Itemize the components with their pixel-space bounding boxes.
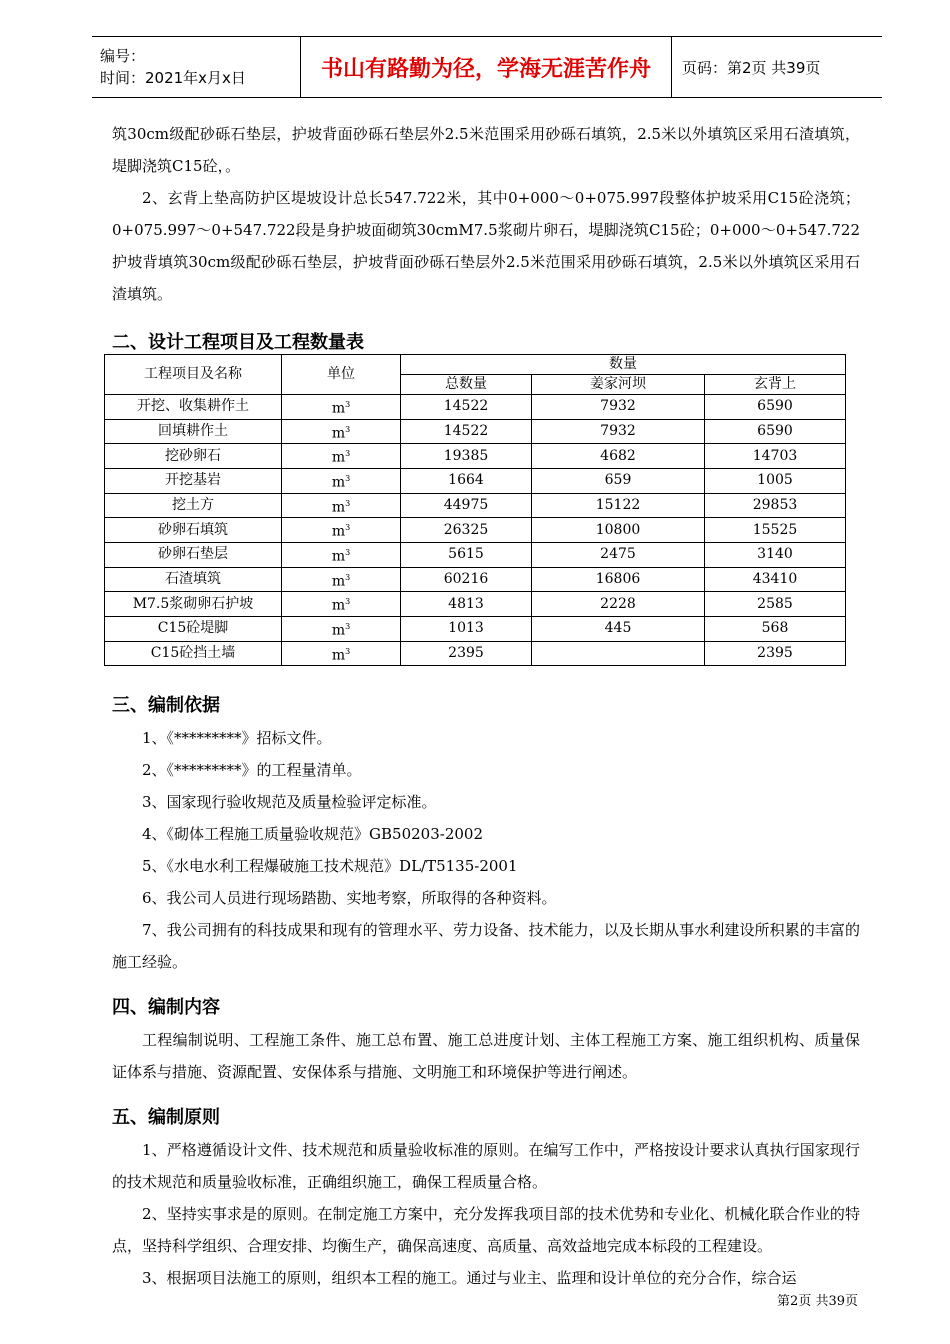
intro-paragraph-2: 2、玄背上垫高防护区堤坡设计总长547.722米，其中0+000～0+075.997段整体护坡采用C15砼浇筑；0+075.997～0+547.722段是身护坡面砌筑30cmM7.5浆砌片卵石，堤脚浇筑C15砼；0+000～0+547.722护坡背填筑30cm级配砂砾石垫层，护坡背面砂砾石垫层外2.5米范围采用砂砾石填筑，2.5米以外填筑区采用石渣填筑。 bbox=[112, 189, 860, 303]
list-item: 1、《*********》招标文件。 bbox=[142, 729, 332, 748]
unit-superscript: 3 bbox=[345, 621, 351, 631]
cell-total: 19385 bbox=[401, 444, 532, 469]
cell-jiangjiaheba: 4682 bbox=[532, 444, 705, 469]
cell-jiangjiaheba: 2228 bbox=[532, 592, 705, 617]
list-item: 3、国家现行验收规范及质量检验评定标准。 bbox=[142, 793, 437, 812]
quantity-table bbox=[104, 354, 846, 666]
unit-base: m bbox=[331, 597, 346, 614]
cell-jiangjiaheba: 7932 bbox=[532, 419, 705, 444]
list-item: 2、《*********》的工程量清单。 bbox=[142, 761, 362, 780]
list-item: 3、根据项目法施工的原则，组织本工程的施工。通过与业主、监理和设计单位的充分合作，综合运 bbox=[142, 1269, 797, 1288]
cell-jiangjiaheba bbox=[532, 641, 705, 666]
cell-xuanbeishang: 568 bbox=[705, 616, 846, 641]
page-header bbox=[92, 36, 882, 98]
cell-jiangjiaheba: 15122 bbox=[532, 493, 705, 518]
cell-total: 60216 bbox=[401, 567, 532, 592]
table-row bbox=[105, 419, 846, 444]
cell-unit bbox=[282, 444, 401, 469]
unit-superscript: 3 bbox=[345, 400, 351, 409]
table-row bbox=[105, 592, 846, 617]
unit-base: m bbox=[331, 573, 346, 590]
section-3-title: 三、编制依据 bbox=[112, 695, 220, 717]
unit-superscript: 3 bbox=[345, 424, 351, 434]
cell-item-name: C15砼挡土墙 bbox=[105, 641, 282, 666]
unit-superscript: 3 bbox=[345, 547, 351, 557]
intro-paragraph-1: 筑30cm级配砂砾石垫层，护坡背面砂砾石垫层外2.5米范围采用砂砾石填筑，2.5米以外填筑区采用石渣填筑，堤脚浇筑C15砼，。 bbox=[112, 125, 860, 175]
table-row bbox=[105, 616, 846, 641]
unit-base: m bbox=[331, 400, 346, 417]
cell-total: 5615 bbox=[401, 542, 532, 567]
table-row bbox=[105, 567, 846, 592]
cell-xuanbeishang: 14703 bbox=[705, 444, 846, 469]
unit-base: m bbox=[331, 523, 346, 540]
table-header-item: 工程项目及名称 bbox=[105, 355, 282, 395]
unit-superscript: 3 bbox=[345, 449, 351, 459]
cell-unit bbox=[282, 567, 401, 592]
cell-xuanbeishang: 1005 bbox=[705, 468, 846, 493]
cell-total: 1664 bbox=[401, 468, 532, 493]
header-meta bbox=[92, 37, 301, 98]
section-5-title: 五、编制原则 bbox=[112, 1107, 220, 1129]
unit-superscript: 3 bbox=[345, 473, 351, 483]
header-time-label: 时间：2021年x月x日 bbox=[100, 69, 246, 87]
cell-unit bbox=[282, 468, 401, 493]
cell-unit bbox=[282, 395, 401, 420]
cell-unit bbox=[282, 493, 401, 518]
cell-total: 26325 bbox=[401, 518, 532, 543]
cell-jiangjiaheba: 16806 bbox=[532, 567, 705, 592]
cell-item-name: 砂卵石垫层 bbox=[105, 542, 282, 567]
cell-item-name: 砂卵石填筑 bbox=[105, 518, 282, 543]
cell-total: 14522 bbox=[401, 419, 532, 444]
table-row bbox=[105, 542, 846, 567]
document-body bbox=[112, 118, 860, 1294]
cell-xuanbeishang: 2395 bbox=[705, 641, 846, 666]
cell-total: 44975 bbox=[401, 493, 532, 518]
cell-xuanbeishang: 15525 bbox=[705, 518, 846, 543]
cell-total: 1013 bbox=[401, 616, 532, 641]
section-4-text: 工程编制说明、工程施工条件、施工总布置、施工总进度计划、主体工程施工方案、施工组织机构、质量保证体系与措施、资源配置、安保体系与措施、文明施工和环境保护等进行阐述。 bbox=[112, 1031, 860, 1082]
table-row bbox=[105, 518, 846, 543]
cell-xuanbeishang: 2585 bbox=[705, 592, 846, 617]
section-4-title: 四、编制内容 bbox=[112, 997, 220, 1019]
list-item: 4、《砌体工程施工质量验收规范》GB50203-2002 bbox=[142, 825, 484, 844]
unit-superscript: 3 bbox=[345, 646, 351, 656]
cell-xuanbeishang: 6590 bbox=[705, 395, 846, 420]
cell-jiangjiaheba: 659 bbox=[532, 468, 705, 493]
list-item: 7、我公司拥有的科技成果和现有的管理水平、劳力设备、技术能力，以及长期从事水利建设所积累的丰富的施工经验。 bbox=[112, 921, 860, 972]
cell-total: 14522 bbox=[401, 395, 532, 420]
unit-superscript: 3 bbox=[345, 572, 351, 582]
list-item: 5、《水电水利工程爆破施工技术规范》DL/T5135-2001 bbox=[142, 857, 518, 876]
cell-unit bbox=[282, 641, 401, 666]
cell-jiangjiaheba: 7932 bbox=[532, 395, 705, 420]
cell-total: 4813 bbox=[401, 592, 532, 617]
cell-item-name: 挖砂卵石 bbox=[105, 444, 282, 469]
cell-xuanbeishang: 3140 bbox=[705, 542, 846, 567]
unit-superscript: 3 bbox=[345, 498, 351, 508]
cell-unit bbox=[282, 542, 401, 567]
unit-base: m bbox=[331, 474, 346, 491]
cell-jiangjiaheba: 10800 bbox=[532, 518, 705, 543]
page-footer: 第2页 共39页 bbox=[777, 1294, 858, 1309]
cell-item-name: 石渣填筑 bbox=[105, 567, 282, 592]
table-header-jiangjiaheba: 姜家河坝 bbox=[532, 375, 705, 395]
unit-base: m bbox=[331, 449, 346, 466]
header-number-label: 编号： bbox=[100, 47, 146, 65]
cell-xuanbeishang: 43410 bbox=[705, 567, 846, 592]
list-item: 2、坚持实事求是的原则。在制定施工方案中，充分发挥我项目部的技术优势和专业化、机械化联合作业的特点，坚持科学组织、合理安排、均衡生产，确保高速度、高质量、高效益地完成本标段的工程建设。 bbox=[112, 1205, 860, 1256]
table-row bbox=[105, 641, 846, 666]
table-header-xuanbeishang: 玄背上 bbox=[705, 375, 846, 395]
cell-item-name: 挖土方 bbox=[105, 493, 282, 518]
cell-item-name: M7.5浆砌卵石护坡 bbox=[105, 592, 282, 617]
cell-item-name: 回填耕作土 bbox=[105, 419, 282, 444]
cell-unit bbox=[282, 616, 401, 641]
cell-item-name: 开挖、收集耕作土 bbox=[105, 395, 282, 420]
cell-item-name: C15砼堤脚 bbox=[105, 616, 282, 641]
cell-unit bbox=[282, 592, 401, 617]
list-item: 1、严格遵循设计文件、技术规范和质量验收标准的原则。在编写工作中，严格按设计要求认真执行国家现行的技术规范和质量验收标准，正确组织施工，确保工程质量合格。 bbox=[112, 1141, 860, 1192]
unit-base: m bbox=[331, 647, 346, 664]
unit-base: m bbox=[331, 499, 346, 516]
cell-xuanbeishang: 29853 bbox=[705, 493, 846, 518]
cell-unit bbox=[282, 419, 401, 444]
cell-item-name: 开挖基岩 bbox=[105, 468, 282, 493]
table-header-unit: 单位 bbox=[282, 355, 401, 395]
section-2-title: 二、设计工程项目及工程数量表 bbox=[112, 332, 364, 353]
header-motto: 书山有路勤为径，学海无涯苦作舟 bbox=[301, 37, 672, 98]
cell-total: 2395 bbox=[401, 641, 532, 666]
cell-xuanbeishang: 6590 bbox=[705, 419, 846, 444]
unit-base: m bbox=[331, 425, 346, 442]
unit-superscript: 3 bbox=[345, 523, 351, 533]
section-5-list bbox=[112, 1134, 860, 1294]
unit-superscript: 3 bbox=[345, 597, 351, 607]
table-row bbox=[105, 395, 846, 420]
table-row bbox=[105, 468, 846, 493]
table-row bbox=[105, 493, 846, 518]
table-row bbox=[105, 444, 846, 469]
cell-jiangjiaheba: 2475 bbox=[532, 542, 705, 567]
section-3-list bbox=[112, 722, 860, 978]
table-header-total: 总数量 bbox=[401, 375, 532, 395]
unit-base: m bbox=[331, 622, 346, 639]
unit-base: m bbox=[331, 548, 346, 565]
cell-unit bbox=[282, 518, 401, 543]
table-header-quantity: 数量 bbox=[401, 355, 846, 375]
cell-jiangjiaheba: 445 bbox=[532, 616, 705, 641]
header-page-label: 页码：第2页 共39页 bbox=[682, 58, 821, 77]
list-item: 6、我公司人员进行现场踏勘、实地考察，所取得的各种资料。 bbox=[142, 889, 557, 908]
